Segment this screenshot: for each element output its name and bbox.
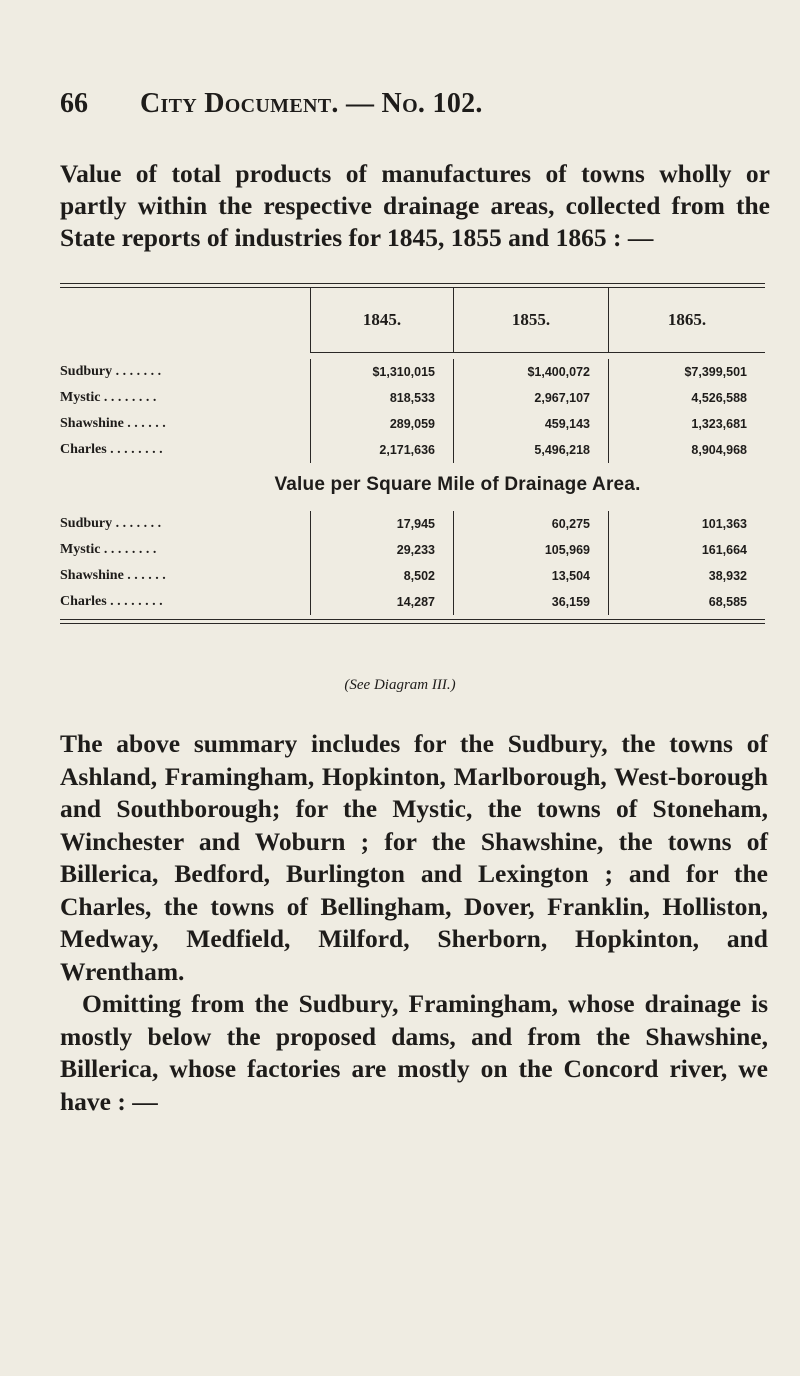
diagram-caption: (See Diagram III.) xyxy=(344,677,456,693)
table-cell: 818,533 xyxy=(310,385,453,411)
header-underline-gap xyxy=(60,352,310,353)
per-square-mile-heading: Value per Square Mile of Drainage Area. xyxy=(274,474,641,495)
header-underline-row xyxy=(60,352,765,353)
column-header-1845: 1845. xyxy=(310,288,453,352)
table-cell: 14,287 xyxy=(310,589,453,615)
table-cell: 459,143 xyxy=(453,411,608,437)
table-cell: $1,400,072 xyxy=(453,359,608,385)
table-cell: 4,526,588 xyxy=(608,385,765,411)
omitting-paragraph: Omitting from the Sudbury, Framingham, whose drainage is mostly below the proposed dams, and from the Shawshine, Billerica, whose factories are mostly on the Concord river, we have : — xyxy=(60,989,768,1116)
table-cell: 101,363 xyxy=(608,511,765,537)
summary-paragraph: The above summary includes for the Sudbury, the towns of Ashland, Framingham, Hopkinton, Marlborough, West-borough and Southborough; for the Mystic, the towns of Stoneham, Winchester and Woburn ; for the Shawshine, the towns of Billerica, Bedford, Burlington and Lexington ; and for the Charles, the towns of Bellingham, Dover, Franklin, Holliston, Medway, Medfield, Milford, Sherborn, Hopkinton, and Wrentham. xyxy=(60,729,768,986)
totals-block xyxy=(60,353,765,467)
table-row-label: Sudbury . . . . . . . xyxy=(60,364,162,379)
table-cell: 2,967,107 xyxy=(453,385,608,411)
table-row-label: Charles . . . . . . . . xyxy=(60,594,163,609)
table-cell: 68,585 xyxy=(608,589,765,615)
intro-paragraph: Value of total products of manufactures of towns wholly or partly within the respective drainage areas, collected from the State reports of industries for 1845, 1855 and 1865 : — xyxy=(60,159,770,252)
body-text xyxy=(60,728,768,1118)
table-cell: 5,496,218 xyxy=(453,437,608,463)
table-row-label: Shawshine . . . . . . xyxy=(60,568,166,583)
table-cell: $1,310,015 xyxy=(310,359,453,385)
table-cell: 8,502 xyxy=(310,563,453,589)
table-cell: 105,969 xyxy=(453,537,608,563)
table-bottom-rule xyxy=(60,619,765,624)
running-title: City Document. — No. 102. xyxy=(140,88,483,119)
table-cell: 8,904,968 xyxy=(608,437,765,463)
table-cell: 1,323,681 xyxy=(608,411,765,437)
column-header-1865: 1865. xyxy=(608,288,765,352)
table-header-row xyxy=(60,288,765,352)
table-cell: 13,504 xyxy=(453,563,608,589)
page-header xyxy=(60,88,620,128)
per-square-mile-block xyxy=(60,505,765,619)
table-cell: 60,275 xyxy=(453,511,608,537)
header-blank-cell xyxy=(60,288,310,352)
table-row-label: Shawshine . . . . . . xyxy=(60,416,166,431)
column-header-1855: 1855. xyxy=(453,288,608,352)
page-number: 66 xyxy=(60,88,88,119)
header-underline xyxy=(310,352,765,353)
table-row-label: Mystic . . . . . . . . xyxy=(60,542,157,557)
table-row-label: Sudbury . . . . . . . xyxy=(60,516,162,531)
table-cell: 29,233 xyxy=(310,537,453,563)
table-cell: 38,932 xyxy=(608,563,765,589)
table-cell: 36,159 xyxy=(453,589,608,615)
table-cell: 289,059 xyxy=(310,411,453,437)
table-cell: 17,945 xyxy=(310,511,453,537)
table-row-label: Charles . . . . . . . . xyxy=(60,442,163,457)
table-cell: 2,171,636 xyxy=(310,437,453,463)
manufactures-table xyxy=(60,283,765,624)
table-cell: $7,399,501 xyxy=(608,359,765,385)
table-row-label: Mystic . . . . . . . . xyxy=(60,390,157,405)
table-cell: 161,664 xyxy=(608,537,765,563)
